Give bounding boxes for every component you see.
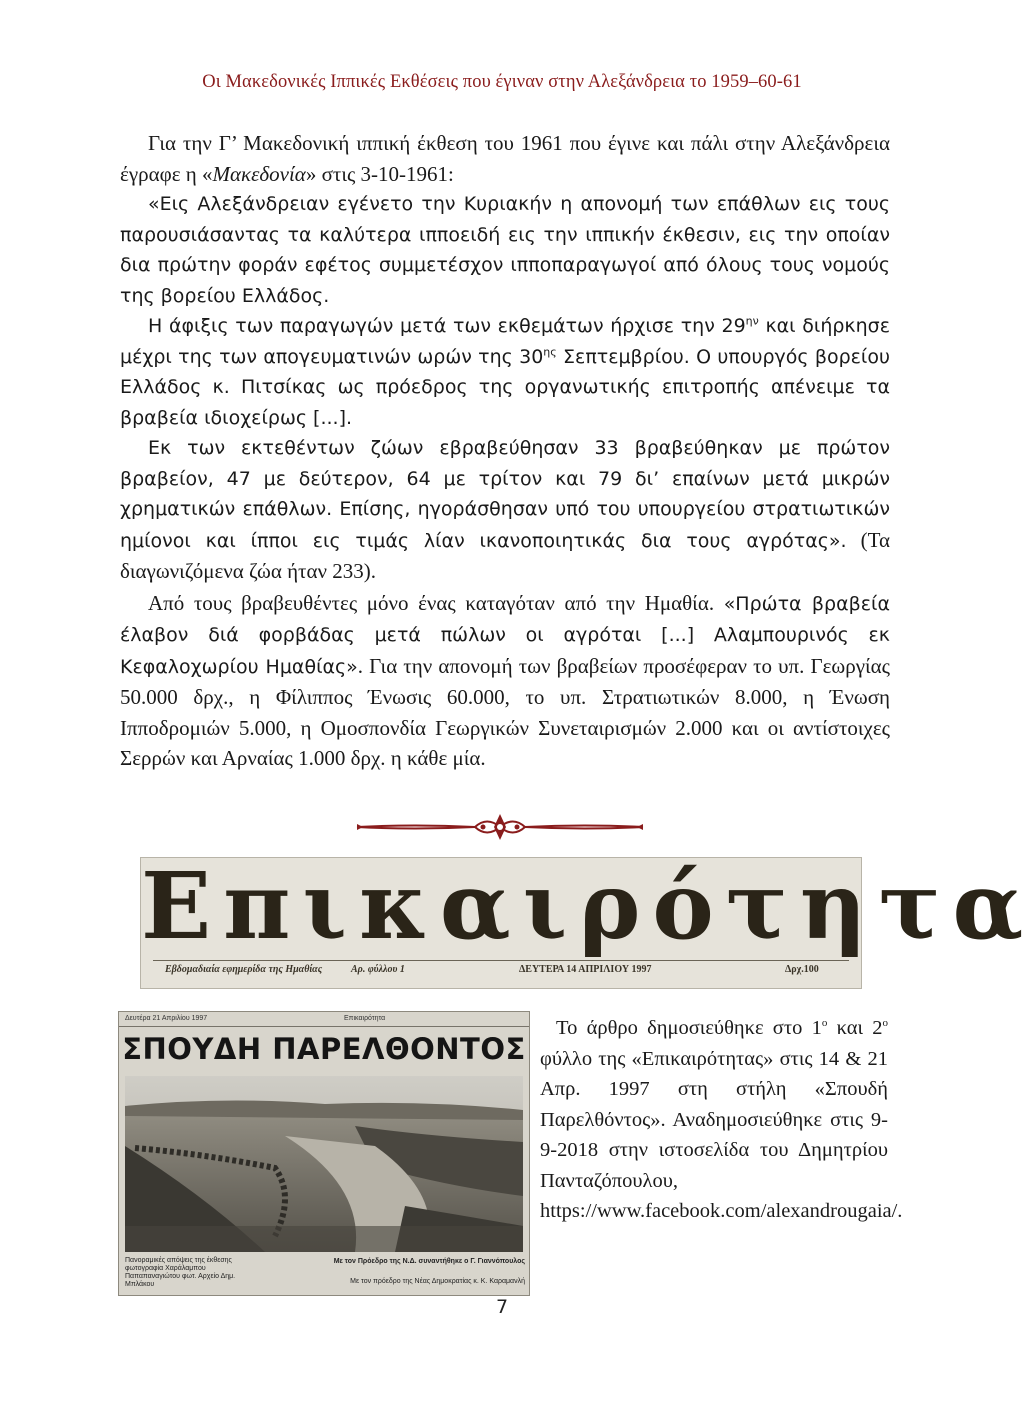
clipping-caption-right-1: Με τον Πρόεδρο της Ν.Δ. συναντήθηκε ο Γ. Γιαννόπουλος bbox=[333, 1258, 525, 1265]
running-header: Οι Μακεδονικές Ιππικές Εκθέσεις που έγιναν στην Αλεξάνδρεια το 1959–60-61 bbox=[202, 72, 802, 92]
newspaper-masthead bbox=[140, 852, 1035, 989]
p4-text-c: . Για την απονομή των βραβείων προσέφεραν το υπ. Γεωργίας 50.000 δρχ., η Φίλιππος Ένωσις 60.000, το υπ. Στρατιωτικών 8.000, η Ένωση Ιπποδρομιών 5.000, η Ομοσπονδία Γεωργικών Συνεταιρισμών 2.000 και οι αντίστοιχες Σερρών και Αρναίας 1.000 δρχ. η κάθε μία. bbox=[120, 653, 890, 770]
intro-date: » στις 3-10-1961: bbox=[305, 161, 454, 186]
clipping-paper: Επικαιρότητα bbox=[344, 1015, 386, 1022]
article-body bbox=[120, 128, 890, 774]
p3-note: (Τα διαγωνιζόμενα ζώα ήταν 233). bbox=[120, 527, 890, 583]
publication-note bbox=[540, 1013, 903, 1227]
ordinal-sup: ο bbox=[882, 1017, 888, 1030]
intro-text: Για την Γ’ Μακεδονική ιππική έκθεση του 1961 που έγινε και πάλι στην Αλεξάνδρεια έγραφε η « bbox=[120, 131, 890, 186]
paragraph-intro bbox=[120, 128, 890, 189]
masthead-title: Επικαιρότητα bbox=[141, 852, 1035, 960]
note-text-b: και 2 bbox=[827, 1017, 883, 1039]
page-number: 7 bbox=[495, 1296, 509, 1318]
p4-quote: «Πρώτα βραβεία έλαβον διά φορβάδας μετά πώλων οι αγρόται [...] Αλαμπουρινός εκ Κεφαλοχωρίου Ημαθίας» bbox=[120, 592, 890, 678]
masthead-date: ΔΕΥΤΕΡΑ 14 ΑΠΡΙΛΙΟΥ 1997 bbox=[519, 964, 652, 975]
ornament-divider-icon bbox=[355, 810, 645, 844]
ordinal-sup: ο bbox=[821, 1017, 828, 1030]
newspaper-clipping bbox=[118, 1011, 530, 1296]
newspaper-name: Μακεδονία bbox=[212, 161, 306, 186]
masthead-rule bbox=[153, 960, 849, 961]
masthead-issue: Αρ. φύλλου 1 bbox=[351, 964, 405, 975]
p2-text-a: Η άφιξις των παραγωγών μετά των εκθεμάτων ήρχισε την 29 bbox=[148, 315, 746, 337]
clipping-title: ΣΠΟΥΔΗ ΠΑΡΕΛΘΟΝΤΟΣ bbox=[122, 1032, 526, 1066]
clipping-date: Δευτέρα 21 Απριλίου 1997 bbox=[125, 1015, 208, 1022]
publication-note-paragraph bbox=[540, 1013, 903, 1227]
p2-text-c: Σεπτεμβρίου. Ο υπουργός βορείου Ελλάδος κ. Πιτσίκας ως πρόεδρος της οργανωτικής επιτροπής απένειμε τα βραβεία ιδιοχείρως [...]. bbox=[120, 345, 890, 429]
quote-paragraph-1: «Εις Αλεξάνδρειαν εγένετο την Κυριακήν η απονομή των επάθλων εις τους παρουσιάσαντας τα καλύτερα ιπποειδή εις την ιππικήν έκθεσιν, εις την οποίαν δια πρώτην φοράν εφέτος συμμετέσχον ιπποπαραγωγοί από όλους τους νομούς της βορείου Ελλάδος. bbox=[120, 193, 890, 307]
p2-text-b: και διήρκησε μέχρι της των απογευματινών ωρών της 30 bbox=[120, 315, 890, 368]
paragraph-4 bbox=[120, 588, 890, 774]
p4-text-a: Από τους βραβευθέντες μόνο ένας καταγόταν από την Ημαθία. bbox=[148, 590, 724, 615]
quote-paragraph-2 bbox=[120, 311, 890, 433]
ordinal-sup: ην bbox=[745, 314, 759, 328]
clipping-caption-left: Πανοραμικές απόψεις της έκθεσης φωτογραφία Χαράλαμπου Παπαπαναγιώτου φωτ. Αρχείο Δημ. Μπλάκου bbox=[125, 1257, 236, 1288]
clipping-topbar bbox=[119, 1012, 529, 1027]
masthead-subtitle: Εβδομαδιαία εφημερίδα της Ημαθίας bbox=[165, 964, 323, 975]
ordinal-sup: ης bbox=[543, 345, 557, 359]
horse-show-photo-icon bbox=[125, 1076, 523, 1252]
clipping-caption-right-2: Με τον πρόεδρο της Νέας Δημοκρατίας κ. Κ. Καραμανλή bbox=[350, 1278, 525, 1285]
masthead-price: Δρχ.100 bbox=[785, 964, 819, 975]
note-text-a: Το άρθρο δημοσιεύθηκε στο 1 bbox=[556, 1017, 822, 1039]
quote-paragraph-3 bbox=[120, 433, 890, 588]
p3-quote: Εκ των εκτεθέντων ζώων εβραβεύθησαν 33 βραβεύθηκαν με πρώτον βραβείον, 47 με δεύτερον, 64 με τρίτον και 79 δι’ επαίνων μετά μικρών χρηματικών επάθλων. Επίσης, ηγοράσθησαν υπό του υπουργείου στρατιωτικών ημίονοι και ίπποι εις τιμάς λίαν ικανοποιητικάς δια τους αγρότας». bbox=[120, 437, 890, 552]
note-text-c: φύλλο της «Επικαιρότητας» στις 14 & 21 Απρ. 1997 στη στήλη «Σπουδή Παρελθόντος». Αναδημοσιεύθηκε στις 9-9-2018 στην ιστοσελίδα του Δημητρίου Πανταζόπουλου, https://www.facebook.com/alexandrougaia/. bbox=[540, 1047, 903, 1222]
